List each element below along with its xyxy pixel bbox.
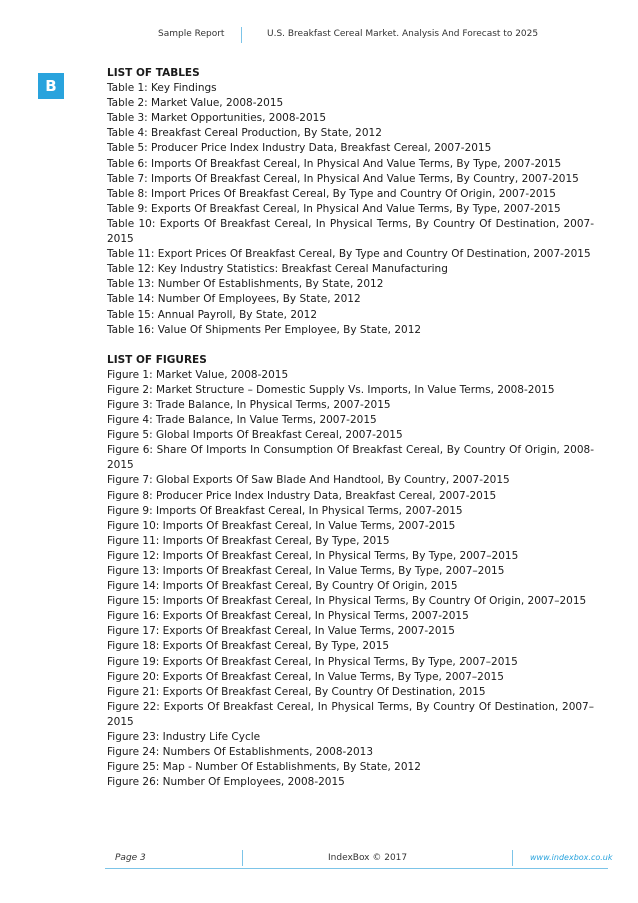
header-report-type: Sample Report	[158, 29, 225, 39]
figure-list-item: Figure 12: Imports Of Breakfast Cereal, In Physical Terms, By Type, 2007–2015	[107, 549, 519, 562]
list-of-tables	[107, 81, 594, 338]
figure-list-item: Figure 3: Trade Balance, In Physical Terms, 2007-2015	[107, 398, 391, 411]
footer-divider	[242, 850, 243, 866]
figure-list-item: Figure 6: Share Of Imports In Consumption Of Breakfast Cereal, By Country Of Origin, 2008-2015	[107, 444, 594, 472]
figure-list-item: Figure 15: Imports Of Breakfast Cereal, In Physical Terms, By Country Of Origin, 2007–2015	[107, 595, 587, 608]
table-list-item: Table 7: Imports Of Breakfast Cereal, In Physical And Value Terms, By Country, 2007-2015	[107, 172, 579, 185]
page-number: Page 3	[115, 853, 146, 863]
copyright: IndexBox © 2017	[328, 853, 408, 863]
table-list-item: Table 3: Market Opportunities, 2008-2015	[107, 112, 327, 125]
page-footer	[0, 848, 638, 868]
table-list-item: Table 5: Producer Price Index Industry Data, Breakfast Cereal, 2007-2015	[107, 142, 492, 155]
figure-list-item: Figure 16: Exports Of Breakfast Cereal, In Physical Terms, 2007-2015	[107, 610, 469, 623]
figure-list-item: Figure 19: Exports Of Breakfast Cereal, In Physical Terms, By Type, 2007–2015	[107, 655, 518, 668]
list-of-figures-heading: LIST OF FIGURES	[107, 353, 207, 366]
table-list-item: Table 14: Number Of Employees, By State, 2012	[107, 293, 361, 306]
figure-list-item: Figure 4: Trade Balance, In Value Terms, 2007-2015	[107, 414, 377, 427]
section-gap	[107, 338, 594, 353]
footer-divider	[512, 850, 513, 866]
table-list-item: Table 10: Exports Of Breakfast Cereal, In Physical Terms, By Country Of Destination, 2007-2015	[107, 217, 594, 246]
table-list-item: Table 16: Value Of Shipments Per Employee, By State, 2012	[107, 323, 422, 336]
figure-list-item: Figure 24: Numbers Of Establishments, 2008-2013	[107, 746, 374, 759]
figure-list-item: Figure 23: Industry Life Cycle	[107, 731, 261, 744]
figure-list-item: Figure 26: Number Of Employees, 2008-2015	[107, 776, 345, 789]
list-of-figures	[107, 368, 594, 791]
figure-list-item: Figure 13: Imports Of Breakfast Cereal, In Value Terms, By Type, 2007–2015	[107, 565, 505, 577]
list-of-tables-heading: LIST OF TABLES	[107, 67, 200, 79]
table-list-item: Table 9: Exports Of Breakfast Cereal, In Physical And Value Terms, By Type, 2007-2015	[107, 202, 561, 215]
figure-list-item: Figure 14: Imports Of Breakfast Cereal, By Country Of Origin, 2015	[107, 580, 458, 593]
figure-list-item: Figure 5: Global Imports Of Breakfast Cereal, 2007-2015	[107, 429, 403, 442]
figure-list-item: Figure 9: Imports Of Breakfast Cereal, In Physical Terms, 2007-2015	[107, 504, 463, 517]
figure-list-item: Figure 2: Market Structure – Domestic Supply Vs. Imports, In Value Terms, 2008-2015	[107, 383, 555, 396]
figure-list-item: Figure 11: Imports Of Breakfast Cereal, By Type, 2015	[107, 534, 390, 547]
table-list-item: Table 13: Number Of Establishments, By State, 2012	[107, 278, 384, 291]
footer-rule	[105, 868, 608, 869]
table-list-item: Table 12: Key Industry Statistics: Breakfast Cereal Manufacturing	[107, 263, 448, 276]
table-list-item: Table 4: Breakfast Cereal Production, By State, 2012	[107, 127, 382, 140]
page-header	[0, 27, 638, 47]
table-list-item: Table 15: Annual Payroll, By State, 2012	[107, 308, 318, 321]
figure-list-item: Figure 22: Exports Of Breakfast Cereal, In Physical Terms, By Country Of Destination, 2007–2015	[107, 700, 594, 728]
website-link[interactable]: www.indexbox.co.uk	[530, 853, 613, 862]
figure-list-item: Figure 20: Exports Of Breakfast Cereal, In Value Terms, By Type, 2007–2015	[107, 670, 504, 683]
table-list-item: Table 2: Market Value, 2008-2015	[107, 97, 284, 110]
table-list-item: Table 1: Key Findings	[107, 82, 217, 95]
table-list-item: Table 6: Imports Of Breakfast Cereal, In Physical And Value Terms, By Type, 2007-2015	[107, 157, 562, 170]
header-report-title: U.S. Breakfast Cereal Market. Analysis And Forecast to 2025	[267, 29, 539, 39]
table-list-item: Table 8: Import Prices Of Breakfast Cereal, By Type and Country Of Origin, 2007-2015	[107, 187, 556, 200]
table-of-contents	[107, 66, 594, 790]
table-list-item: Table 11: Export Prices Of Breakfast Cereal, By Type and Country Of Destination, 2007-2015	[107, 248, 591, 261]
figure-list-item: Figure 17: Exports Of Breakfast Cereal, In Value Terms, 2007-2015	[107, 625, 455, 638]
figure-list-item: Figure 21: Exports Of Breakfast Cereal, By Country Of Destination, 2015	[107, 685, 486, 698]
figure-list-item: Figure 1: Market Value, 2008-2015	[107, 368, 289, 381]
indexbox-logo: B	[38, 73, 64, 99]
figure-list-item: Figure 25: Map - Number Of Establishments, By State, 2012	[107, 761, 421, 774]
header-divider	[241, 27, 242, 43]
figure-list-item: Figure 18: Exports Of Breakfast Cereal, By Type, 2015	[107, 640, 390, 653]
figure-list-item: Figure 10: Imports Of Breakfast Cereal, In Value Terms, 2007-2015	[107, 519, 456, 532]
figure-list-item: Figure 8: Producer Price Index Industry Data, Breakfast Cereal, 2007-2015	[107, 489, 497, 502]
figure-list-item: Figure 7: Global Exports Of Saw Blade And Handtool, By Country, 2007-2015	[107, 474, 510, 487]
